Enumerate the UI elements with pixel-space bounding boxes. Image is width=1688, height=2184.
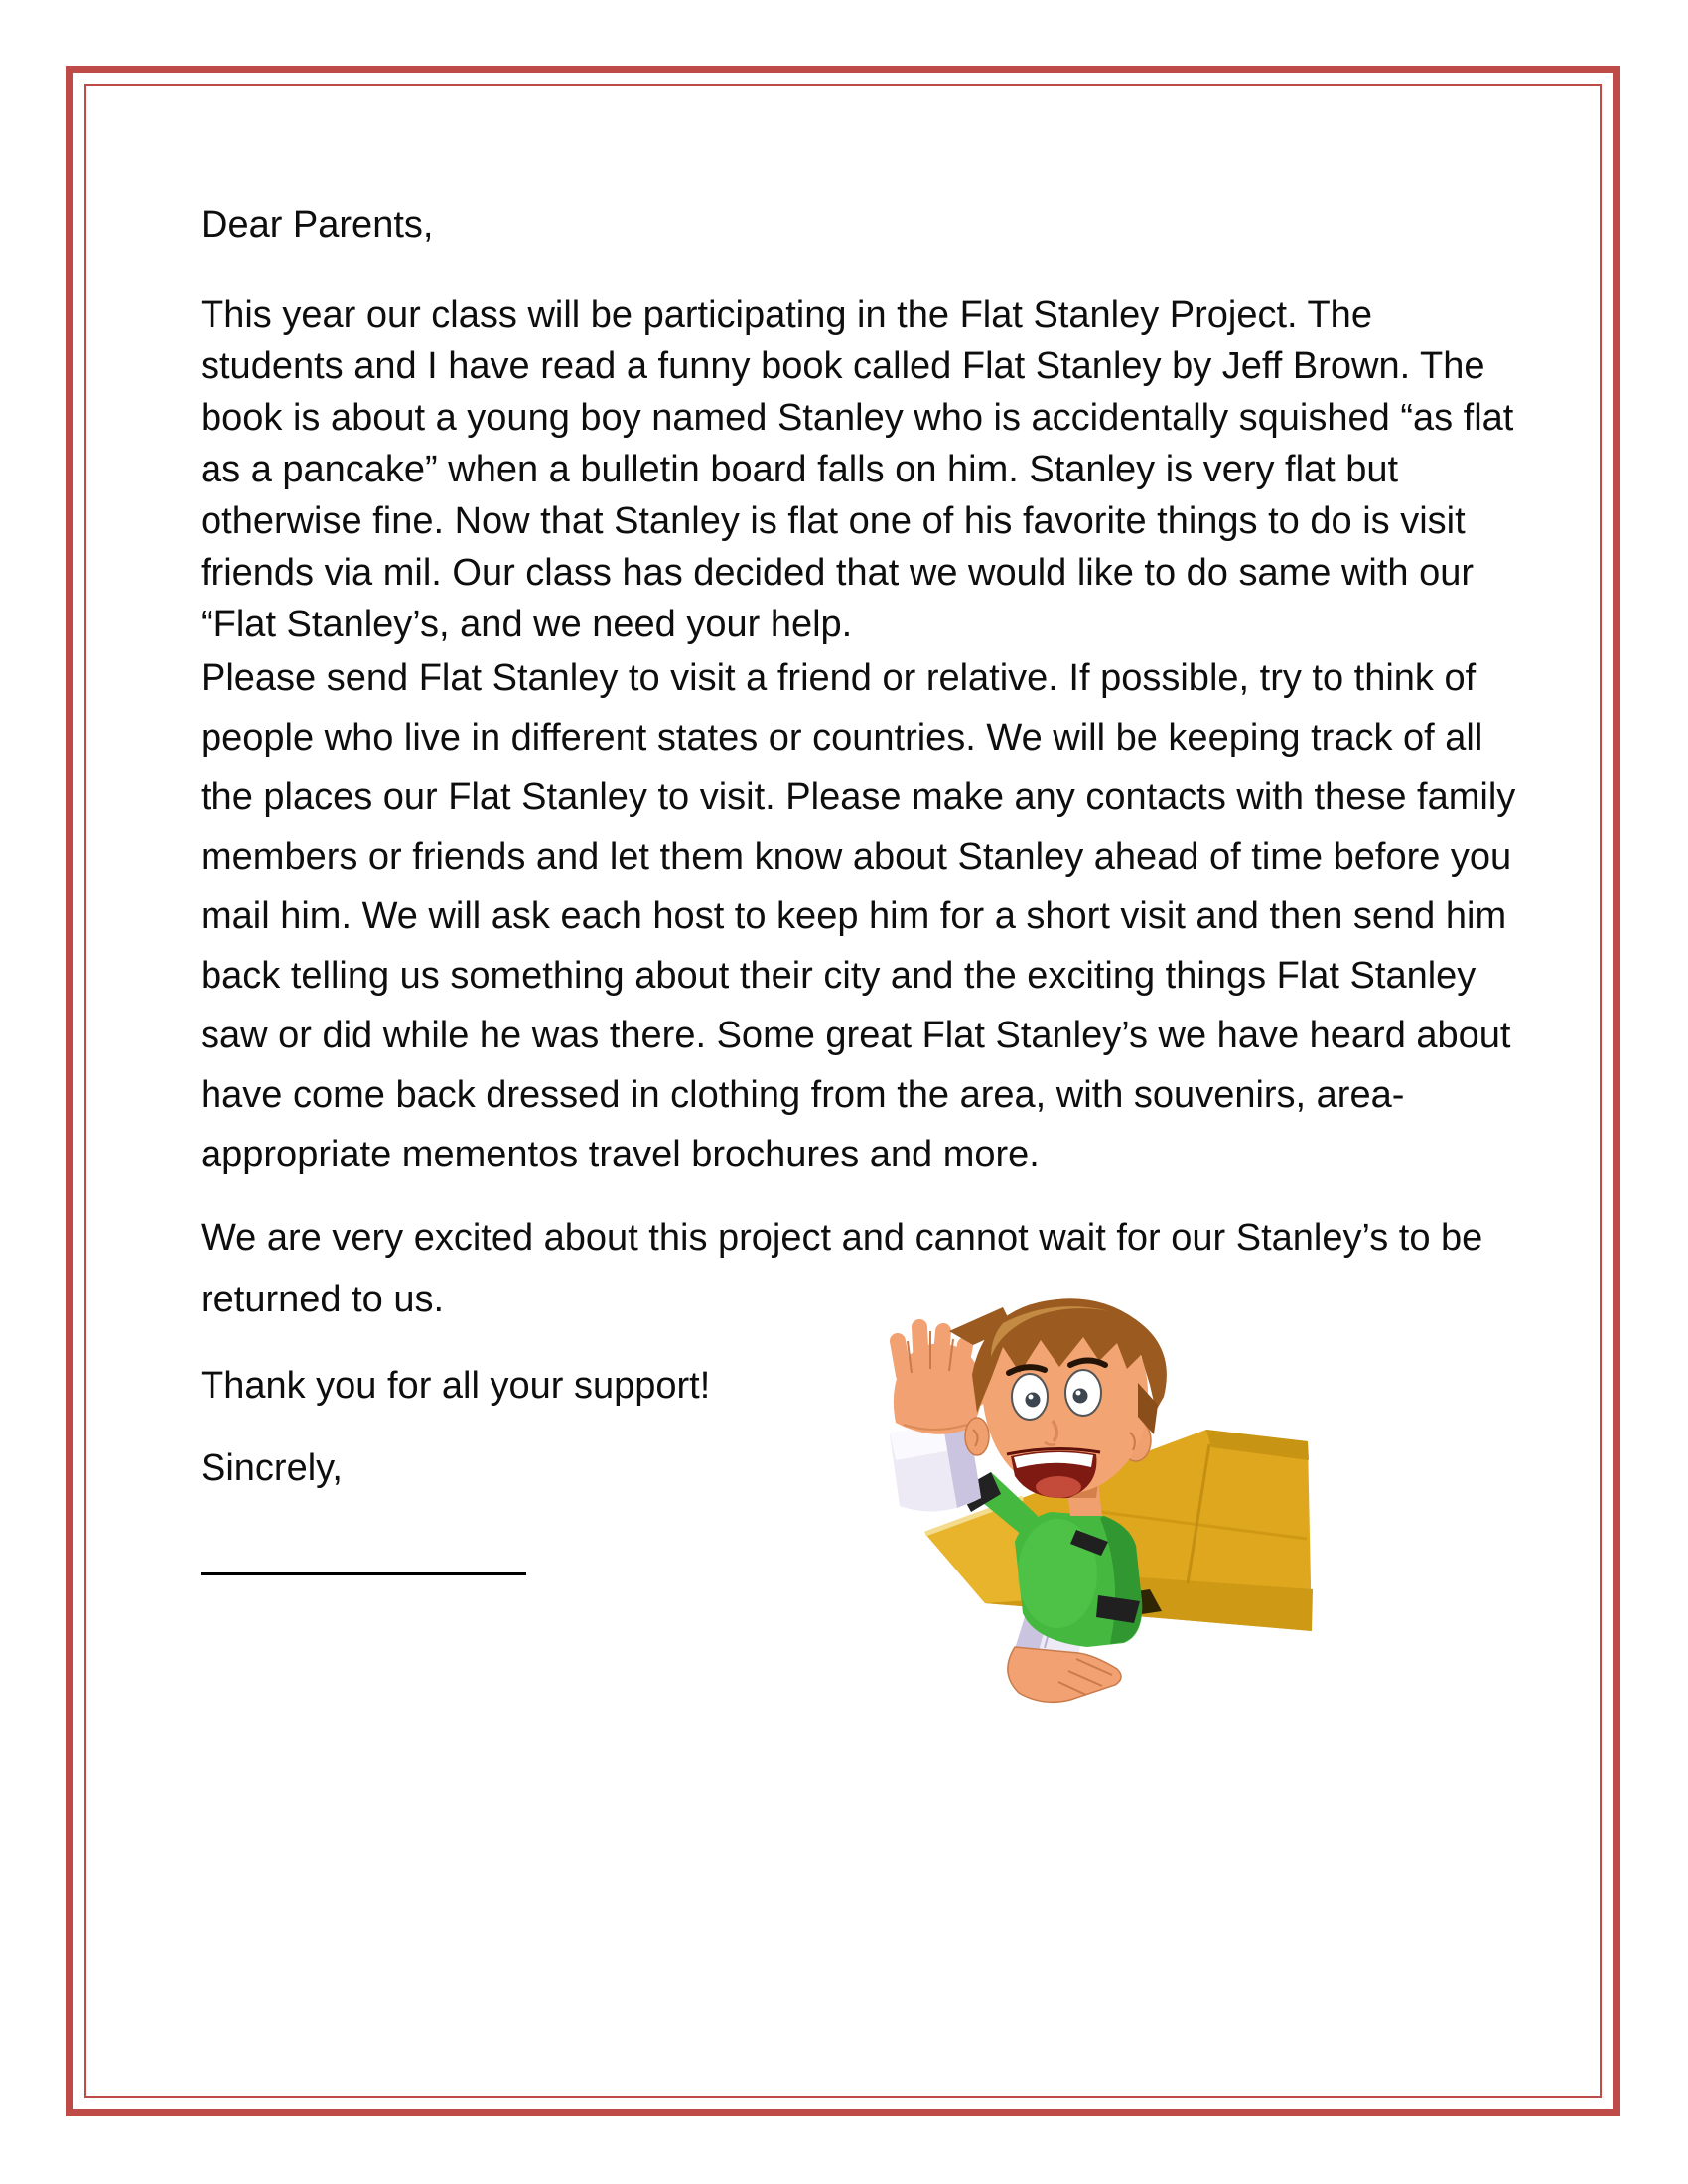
- text-line: otherwise fine. Now that Stanley is flat one of his favorite things to do is visit: [201, 500, 1466, 542]
- text-line: book is about a young boy named Stanley who is accidentally squished “as flat: [201, 397, 1514, 439]
- text-line: saw or did while he was there. Some great Flat Stanley’s we have heard about: [201, 1015, 1511, 1056]
- paragraph-instructions: [201, 648, 1515, 1184]
- flat-stanley-illustration: [874, 1286, 1321, 1722]
- text-line: We are very excited about this project and cannot wait for our Stanley’s to be: [201, 1217, 1483, 1259]
- text-line: friends via mil. Our class has decided that we would like to do same with our: [201, 552, 1475, 594]
- text-line: “Flat Stanley’s, and we need your help.: [201, 604, 853, 645]
- text-line: members or friends and let them know about Stanley ahead of time before you: [201, 836, 1512, 878]
- paragraph-intro: [201, 289, 1513, 650]
- flat-stanley-svg: [874, 1286, 1321, 1722]
- text-line: as a pancake” when a bulletin board falls on him. Stanley is very flat but: [201, 449, 1399, 490]
- hanging-hand: [1008, 1647, 1121, 1702]
- text-line: have come back dressed in clothing from the area, with souvenirs, area-: [201, 1074, 1405, 1116]
- text-line: back telling us something about their city and the exciting things Flat Stanley: [201, 955, 1477, 997]
- text-line: This year our class will be participating in the Flat Stanley Project. The: [201, 294, 1372, 336]
- text-line: appropriate mementos travel brochures and more.: [201, 1134, 1040, 1175]
- text-line: students and I have read a funny book called Flat Stanley by Jeff Brown. The: [201, 345, 1485, 387]
- greeting: [201, 200, 433, 251]
- greeting-text: Dear Parents,: [201, 205, 434, 246]
- text-line: Please send Flat Stanley to visit a friend or relative. If possible, try to think of: [201, 657, 1477, 699]
- text-line: returned to us.: [201, 1279, 445, 1320]
- closing-text: Sincrely,: [201, 1447, 343, 1489]
- text-line: mail him. We will ask each host to keep him for a short visit and then send him: [201, 895, 1507, 937]
- thanks-text: Thank you for all your support!: [201, 1365, 711, 1407]
- tongue: [1036, 1476, 1081, 1498]
- text-line: people who live in different states or countries. We will be keeping track of all: [201, 717, 1483, 758]
- signature-line: [201, 1572, 526, 1575]
- text-line: the places our Flat Stanley to visit. Please make any contacts with these family: [201, 776, 1516, 818]
